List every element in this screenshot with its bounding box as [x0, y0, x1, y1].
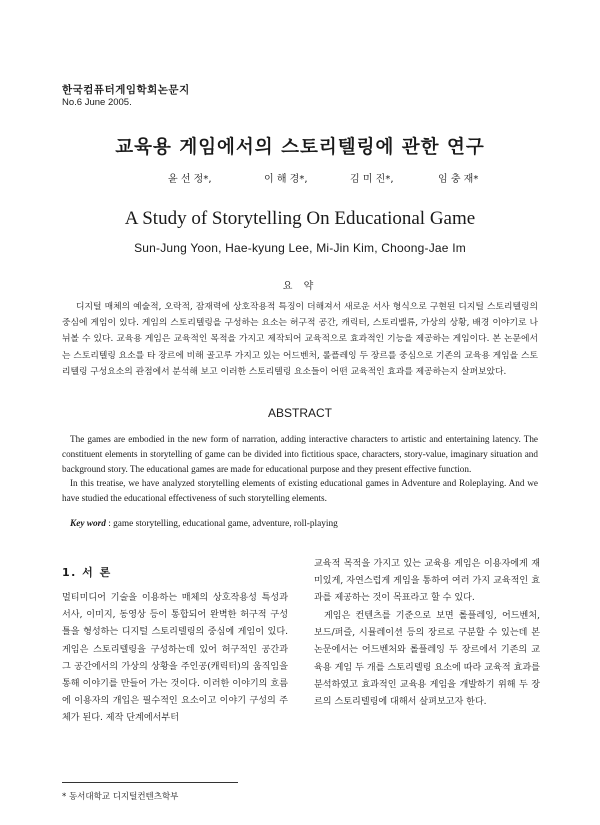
author-2: 이 해 경*, [264, 174, 308, 185]
section-1-right-column-para-1: 교육적 목적을 가지고 있는 교육용 게임은 이용자에게 재미있게, 자연스럽게 게임을 통하여 여러 가지 교육적인 효과를 제공하는 것이 목표라고 할 수 있다. [314, 559, 540, 604]
keywords-text: : game storytelling, educational game, adventure, roll-playing [105, 519, 338, 529]
author-1: 윤 선 정*, [168, 174, 212, 185]
author-3: 김 미 진*, [350, 174, 394, 185]
english-abstract-paragraph-2: In this treatise, we have analyzed storytelling elements of existing educational games in Adventure and Roleplaying. And we have studied the educational effectiveness of such storytelling elements. [62, 478, 538, 503]
english-abstract-heading: ABSTRACT [267, 406, 332, 420]
section-1-heading: 1. 서 론 [62, 566, 112, 579]
journal-name: 한국컴퓨터게임학회논문지 [62, 84, 190, 96]
paper-title-english: A Study of Storytelling On Educational Game [124, 208, 476, 229]
issue-info: No.6 June 2005. [62, 97, 132, 108]
keywords-label: Key word [70, 519, 106, 529]
section-1-left-column: 멀티미디어 기술을 이용하는 매체의 상호작용성 특성과 서사, 이미지, 동영상 등이 통합되어 완벽한 허구적 구성 틀을 형성하는 디지털 스토리텔링의 중심에 게임이 있다. 게임은 스토리텔링을 구성하는데 있어 허구적인 공간과 그 공간에서의 가상의 상황을 주인공(캐릭터)의 움직임을 통해 이야기를 만들어 가는 것이다. 이러한 이야기의 흐름에 이용자의 개입은 필수적인 요소이고 이야기 구성의 주체가 된다. 제작 단계에서부터 [62, 593, 288, 724]
footnote-affiliation: * 동서대학교 디지털컨텐츠학부 [62, 792, 179, 802]
section-1-right-column-para-2: 게임은 컨텐츠를 기준으로 보면 롤플레잉, 어드벤처, 보드/퍼즐, 시뮬레이션 등의 장르로 구분할 수 있는데 본 논문에서는 어드벤처와 롤플레잉 두 장르에서 기존의 교육용 게임 두 개를 스토리텔링 요소에 따라 교육적 효과를 분석하였고 효과적인 교육용 게임을 개발하기 위해 두 장르의 스토리텔링에 대해서 살펴보고자 한다. [314, 611, 540, 708]
authors-english: Sun-Jung Yoon, Hae-kyung Lee, Mi-Jin Kim, Choong-Jae Im [134, 241, 466, 255]
keywords [70, 519, 338, 529]
korean-abstract-heading: 요 약 [282, 281, 318, 292]
english-abstract-paragraph-1: The games are embodied in the new form of narration, adding interactive characters to artistic and entertaining latency. The constituent elements in storytelling of game can be divided into fictitious space, characters, story-value, imaginary situation and background story. The educational games are made for educational purpose and they present effective function. [62, 434, 538, 474]
author-4: 임 충 재* [438, 174, 479, 185]
korean-abstract-text: 디지털 매체의 예술적, 오락적, 잠재력에 상호작용적 특징이 더해져서 새로운 서사 형식으로 구현된 디지털 스토리텔링의 중심에 게임이 있다. 게임의 스토리텔링을 구성하는 요소는 허구적 공간, 캐릭터, 스토리밸류, 가상의 상황, 배경 이야기로 나뉘볼 수 있다. 교육용 게임은 교육적인 목적을 가지고 제작되어 교육적으로 효과적인 기능을 제공하는 게임이다. 본 논문에서는 스토리텔링 요소를 타 장르에 비해 골고루 가지고 있는 어드벤처, 롤플레잉 두 장르를 중심으로 기존의 교육용 게임을 스토리텔링 구성요소의 관점에서 분석해 보고 이러한 스토리텔링 요소들이 어떤 교육적인 효과를 제공하는지 살펴보았다. [62, 302, 538, 377]
footnote-divider [62, 782, 238, 783]
paper-title-korean: 교육용 게임에서의 스토리텔링에 관한 연구 [115, 137, 485, 158]
